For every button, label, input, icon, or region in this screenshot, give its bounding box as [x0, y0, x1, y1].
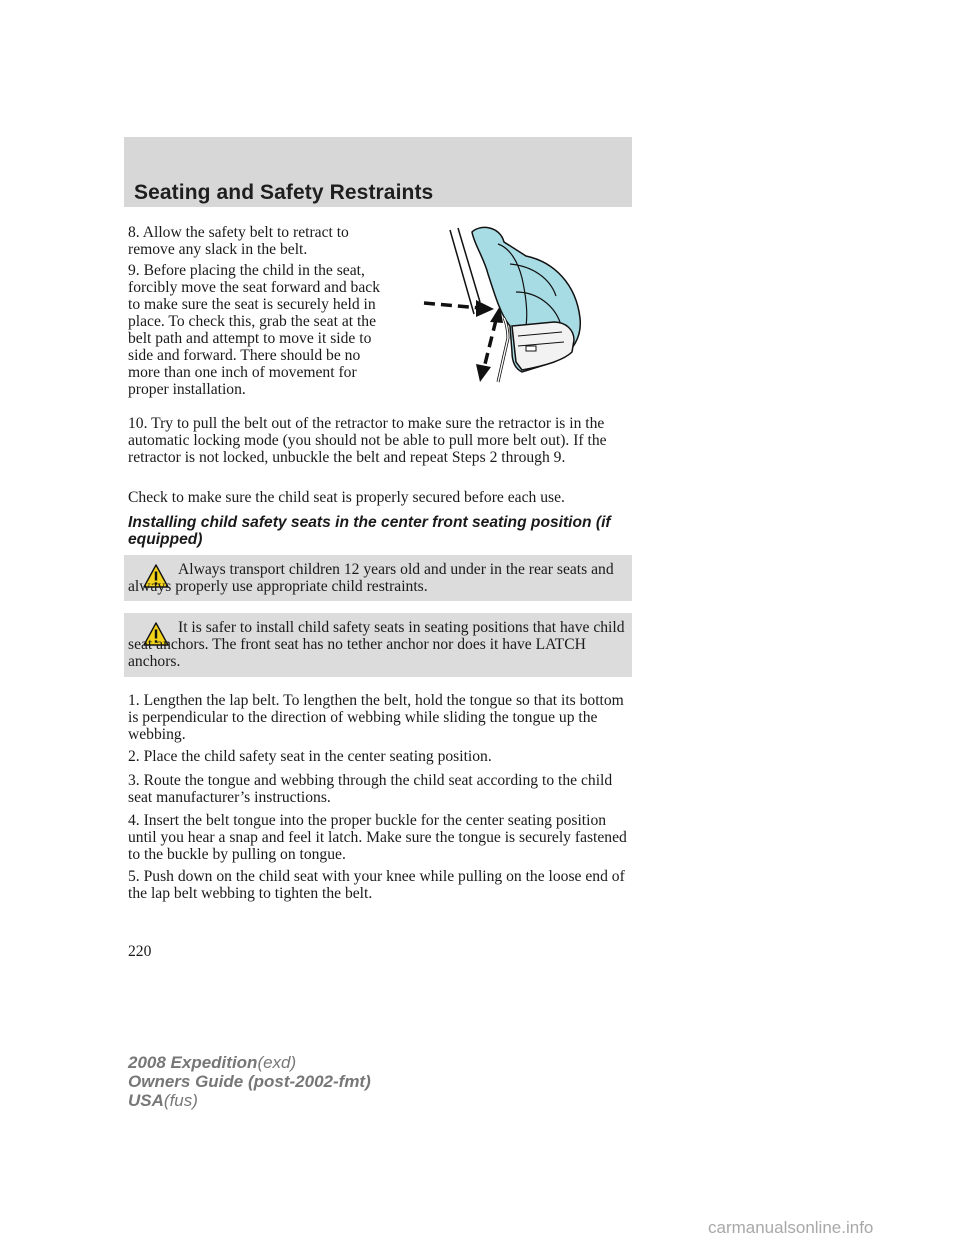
- warning-box-2: [124, 613, 632, 677]
- footer-market-code: (fus): [163, 1091, 198, 1110]
- step-3: 3. Route the tongue and webbing through the child seat according to the child seat manufacturer’s instructions.: [128, 772, 613, 806]
- child-seat-illustration: [414, 222, 590, 388]
- section-title: Seating and Safety Restraints: [134, 181, 434, 204]
- step-5: 5. Push down on the child seat with your knee while pulling on the loose end of the lap belt webbing to tighten the belt.: [128, 868, 625, 902]
- footer-market: USA: [128, 1091, 164, 1110]
- subheading: Installing child safety seats in the center front seating position (if equipped): [128, 514, 611, 548]
- check-note: Check to make sure the child seat is properly secured before each use.: [128, 489, 565, 506]
- section-header: [124, 137, 632, 207]
- warning-text-2: It is safer to install child safety seats in seating positions that have child seat anchors. The front seat has no tether anchor nor does it have LATCH anchors.: [128, 619, 625, 670]
- footer-guide: Owners Guide (post-2002-fmt): [128, 1072, 371, 1091]
- step-10: 10. Try to pull the belt out of the retractor to make sure the retractor is in the automatic locking mode (you should not be able to pull more belt out). If the retractor is not locked, unbuckle the belt and repeat Steps 2 through 9.: [128, 415, 607, 466]
- step-8: 8. Allow the safety belt to retract to remove any slack in the belt.: [128, 224, 349, 258]
- step-4: 4. Insert the belt tongue into the proper buckle for the center seating position until you hear a snap and feel it latch. Make sure the tongue is securely fastened to the buckle by pulling on tongue.: [128, 812, 627, 863]
- step-9: 9. Before placing the child in the seat, forcibly move the seat forward and back to make sure the seat is securely held in place. To check this, grab the seat at the belt path and attempt to move it side to side and forward. There should be no more than one inch of movement for proper installation.: [128, 262, 380, 398]
- step-1: 1. Lengthen the lap belt. To lengthen the belt, hold the tongue so that its bottom is perpendicular to the direction of webbing while sliding the tongue up the webbing.: [128, 692, 624, 743]
- warning-box-1: [124, 555, 632, 601]
- page-number: 220: [128, 943, 152, 960]
- footer-model: 2008 Expedition: [128, 1053, 258, 1072]
- step-2: 2. Place the child safety seat in the center seating position.: [128, 748, 492, 765]
- footer-model-code: (exd): [257, 1053, 297, 1072]
- document-footer: [128, 1053, 371, 1110]
- warning-text-1: Always transport children 12 years old and under in the rear seats and always properly use appropriate child restraints.: [128, 561, 614, 595]
- watermark: carmanualsonline.info: [708, 1218, 874, 1237]
